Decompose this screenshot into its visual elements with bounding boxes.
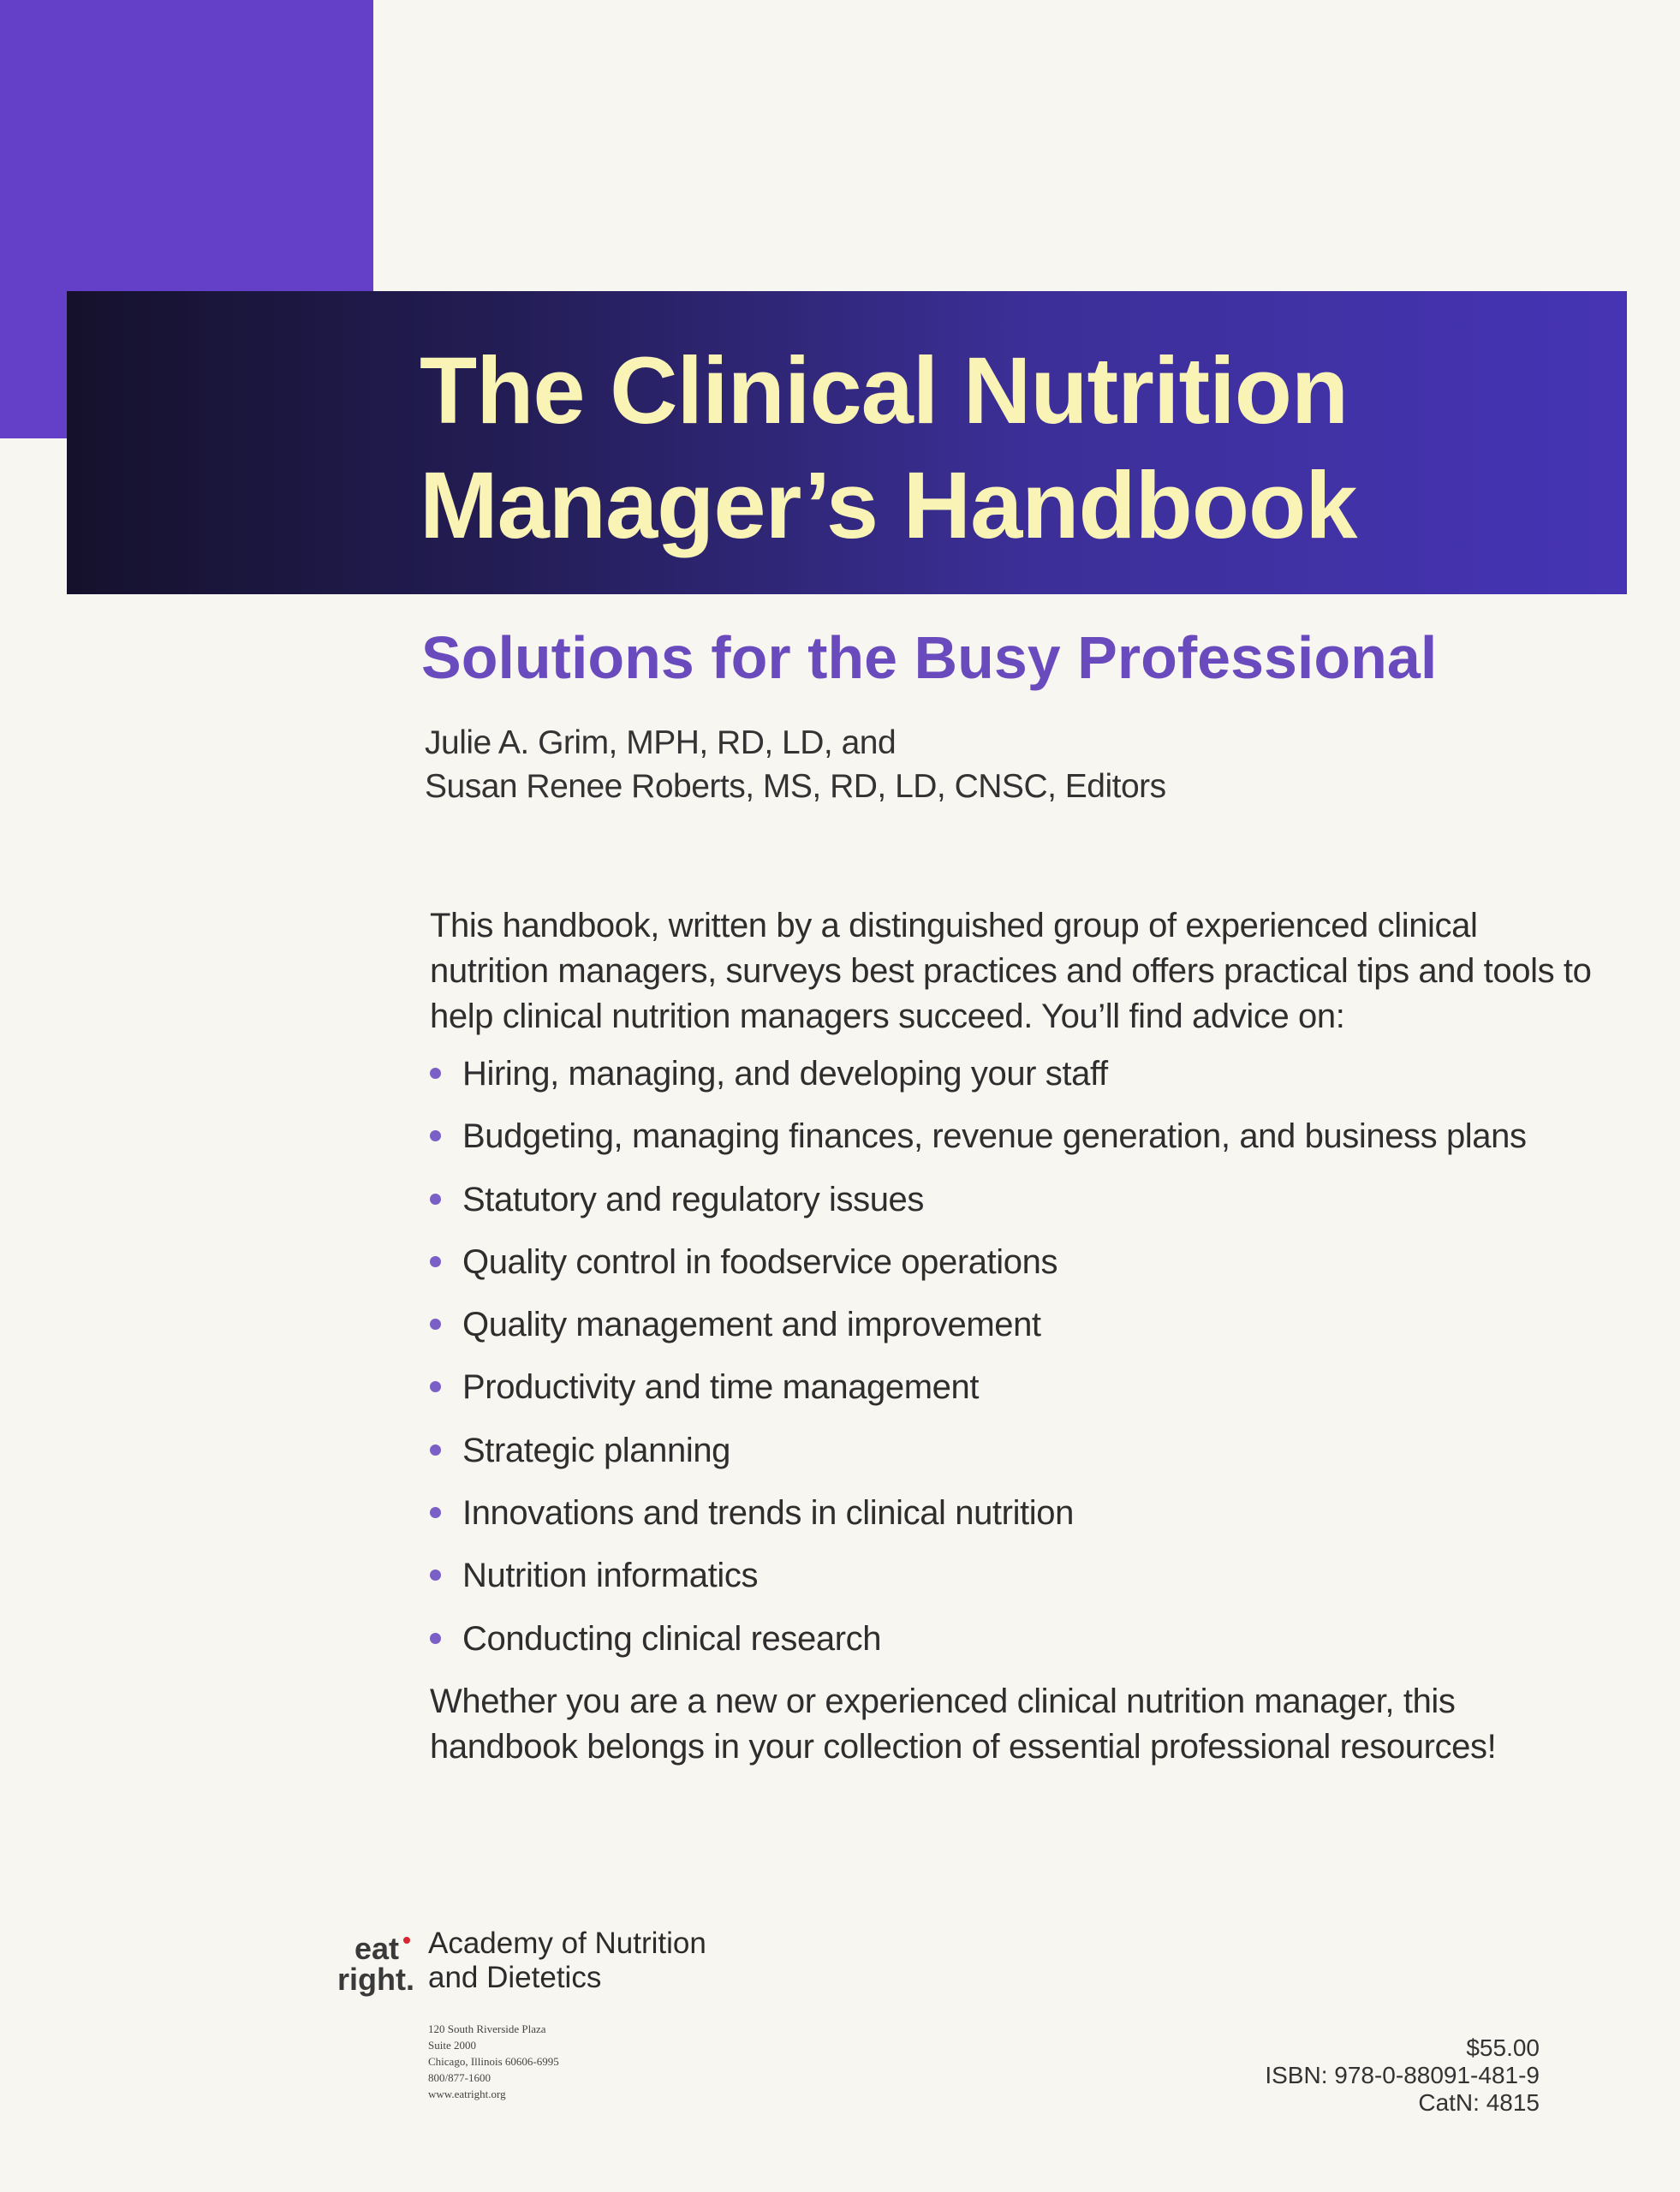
eatright-logo-icon xyxy=(320,1930,416,1998)
logo-text-eat: eat xyxy=(354,1931,399,1966)
list-item-text: Innovations and trends in clinical nutrition xyxy=(462,1494,1074,1533)
intro-paragraph: This handbook, written by a distinguished group of experienced clinical nutrition managers, surveys best practices and offers practical tips and tools to help clinical nutrition managers succeed. You’ll find advice on: xyxy=(430,907,1592,1035)
publisher-name xyxy=(428,1927,706,1995)
bullet-dot-icon xyxy=(430,1130,441,1141)
topics-list xyxy=(430,1051,1594,1679)
list-item-text: Quality control in foodservice operations xyxy=(462,1242,1058,1281)
bullet-dot-icon xyxy=(430,1570,441,1581)
price: $55.00 xyxy=(1466,2034,1540,2061)
editors-credit xyxy=(425,721,1166,808)
book-title xyxy=(420,334,1356,563)
list-item xyxy=(430,1240,1594,1302)
list-item xyxy=(430,1302,1594,1365)
bullet-dot-icon xyxy=(430,1507,441,1518)
bullet-dot-icon xyxy=(430,1381,441,1392)
list-item-text: Conducting clinical research xyxy=(462,1619,882,1658)
bullet-dot-icon xyxy=(430,1194,441,1205)
description-body xyxy=(430,903,1594,1770)
address-line: Chicago, Illinois 60606-6995 xyxy=(428,2055,559,2068)
bullet-dot-icon xyxy=(430,1633,441,1644)
closing-paragraph: Whether you are a new or experienced clinical nutrition manager, this handbook belongs in your collection of essential professional resources! xyxy=(430,1682,1497,1766)
list-item-text: Quality management and improvement xyxy=(462,1306,1041,1344)
list-item xyxy=(430,1051,1594,1114)
publisher-address xyxy=(428,2021,559,2102)
publisher-name-line-2: and Dietetics xyxy=(428,1961,602,1994)
list-item xyxy=(430,1491,1594,1553)
list-item xyxy=(430,1553,1594,1616)
bullet-dot-icon xyxy=(430,1319,441,1330)
bullet-dot-icon xyxy=(430,1444,441,1456)
list-item-text: Budgeting, managing finances, revenue generation, and business plans xyxy=(462,1117,1527,1156)
list-item xyxy=(430,1428,1594,1491)
address-line: 120 South Riverside Plaza xyxy=(428,2022,546,2035)
isbn: ISBN: 978-0-88091-481-9 xyxy=(1265,2062,1540,2088)
list-item xyxy=(430,1114,1594,1176)
list-item-text: Productivity and time management xyxy=(462,1368,980,1407)
bullet-dot-icon xyxy=(430,1068,441,1079)
list-item-text: Statutory and regulatory issues xyxy=(462,1180,925,1218)
catalog-number: CatN: 4815 xyxy=(1418,2089,1540,2116)
price-block xyxy=(1265,2034,1540,2117)
address-phone: 800/877-1600 xyxy=(428,2071,491,2084)
list-item-text: Strategic planning xyxy=(462,1431,731,1469)
list-item xyxy=(430,1617,1594,1679)
book-title-line-2: Manager’s Handbook xyxy=(420,453,1357,558)
editor-line-1: Julie A. Grim, MPH, RD, LD, and xyxy=(425,724,897,761)
list-item xyxy=(430,1177,1594,1240)
logo-dot xyxy=(403,1937,410,1944)
editor-line-2: Susan Renee Roberts, MS, RD, LD, CNSC, Editors xyxy=(425,768,1166,805)
book-title-line-1: The Clinical Nutrition xyxy=(420,338,1349,444)
list-item-text: Hiring, managing, and developing your staff xyxy=(462,1055,1108,1093)
address-line: Suite 2000 xyxy=(428,2039,476,2052)
list-item-text: Nutrition informatics xyxy=(462,1557,759,1595)
book-subtitle: Solutions for the Busy Professional xyxy=(421,624,1438,691)
bullet-dot-icon xyxy=(430,1256,441,1267)
publisher-name-line-1: Academy of Nutrition xyxy=(428,1927,706,1960)
address-website: www.eatright.org xyxy=(428,2088,506,2100)
logo-text-right: right. xyxy=(337,1962,414,1997)
list-item xyxy=(430,1365,1594,1427)
